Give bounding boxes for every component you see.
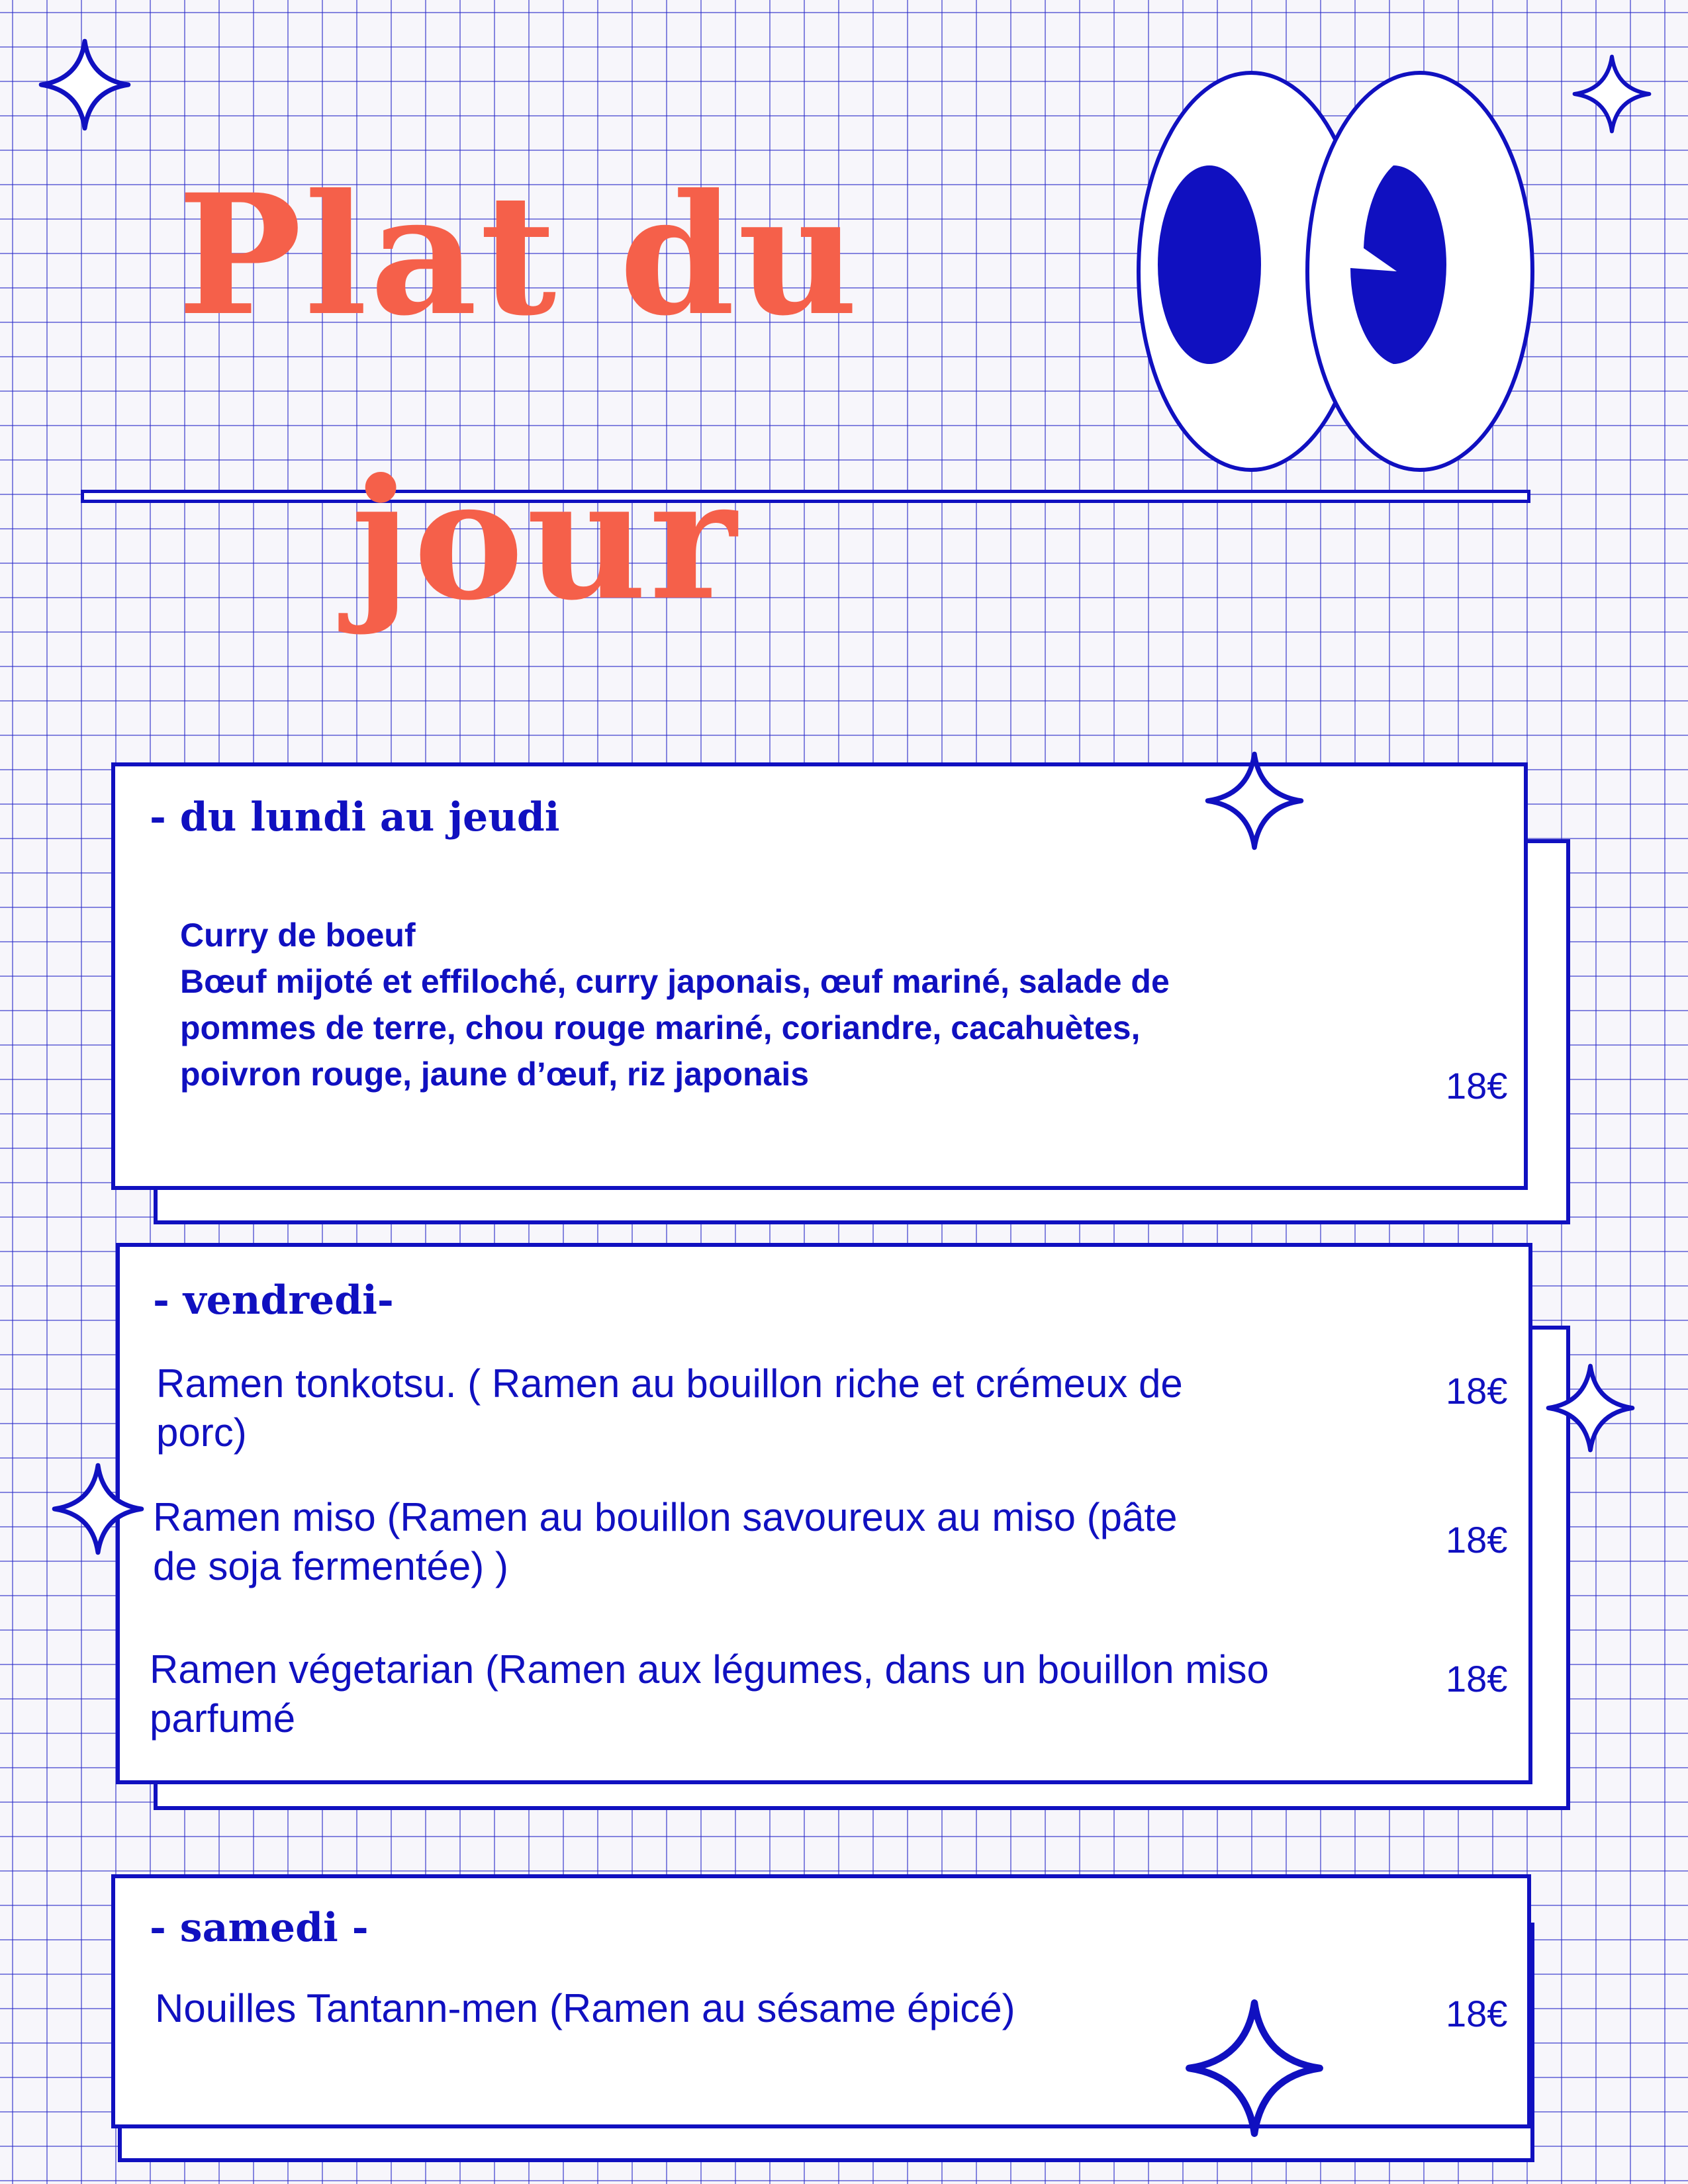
menu-item-price: 18€ bbox=[1446, 1370, 1508, 1412]
menu-item-price: 18€ bbox=[1446, 1658, 1508, 1700]
menu-item bbox=[150, 1645, 1440, 1743]
weekday-heading: - du lundi au jeudi bbox=[150, 794, 560, 841]
weekday-dish bbox=[180, 912, 1405, 1097]
friday-heading: - vendredi- bbox=[153, 1277, 394, 1324]
title-underline-bar bbox=[81, 490, 1530, 503]
menu-item bbox=[156, 1359, 1414, 1457]
sparkle-star-icon bbox=[52, 1463, 144, 1555]
title-line-2: jour bbox=[351, 442, 739, 637]
menu-item-price: 18€ bbox=[1446, 1993, 1508, 2034]
menu-item-price: 18€ bbox=[1446, 1519, 1508, 1561]
sparkle-star-icon bbox=[1185, 1999, 1324, 2138]
dish-name: Curry de boeuf bbox=[180, 917, 416, 954]
dish-description-line: Bœuf mijoté et effiloché, curry japonais, œuf mariné, salade de bbox=[180, 963, 1170, 1000]
sparkle-star-icon bbox=[1205, 751, 1304, 850]
sparkle-star-icon bbox=[1546, 1363, 1635, 1453]
sparkle-star-icon bbox=[1572, 54, 1652, 134]
dish-price: 18€ bbox=[1446, 1065, 1508, 1107]
dish-description-line: pommes de terre, chou rouge mariné, coriandre, cacahuètes, bbox=[180, 1009, 1141, 1046]
menu-item-line: Ramen miso (Ramen au bouillon savoureux au miso (pâte bbox=[153, 1495, 1178, 1539]
menu-item bbox=[153, 1493, 1411, 1591]
friday-card bbox=[116, 1243, 1532, 1784]
menu-item: Nouilles Tantann-men (Ramen au sésame épicé) bbox=[155, 1986, 1015, 2030]
menu-item-line: de soja fermentée) ) bbox=[153, 1544, 508, 1588]
weekday-card bbox=[111, 762, 1528, 1190]
title-line-1: Plat du bbox=[177, 158, 861, 352]
menu-item-line: parfumé bbox=[150, 1696, 296, 1741]
sparkle-star-icon bbox=[38, 38, 131, 131]
menu-item-line: Ramen végetarian (Ramen aux légumes, dans un bouillon miso bbox=[150, 1647, 1269, 1692]
dish-description-line: poivron rouge, jaune d’œuf, riz japonais bbox=[180, 1056, 810, 1093]
googly-eyes-icon bbox=[1135, 66, 1536, 477]
menu-item-line: Ramen tonkotsu. ( Ramen au bouillon riche et crémeux de bbox=[156, 1361, 1183, 1406]
saturday-heading: - samedi - bbox=[150, 1905, 369, 1951]
menu-item-line: porc) bbox=[156, 1410, 247, 1455]
